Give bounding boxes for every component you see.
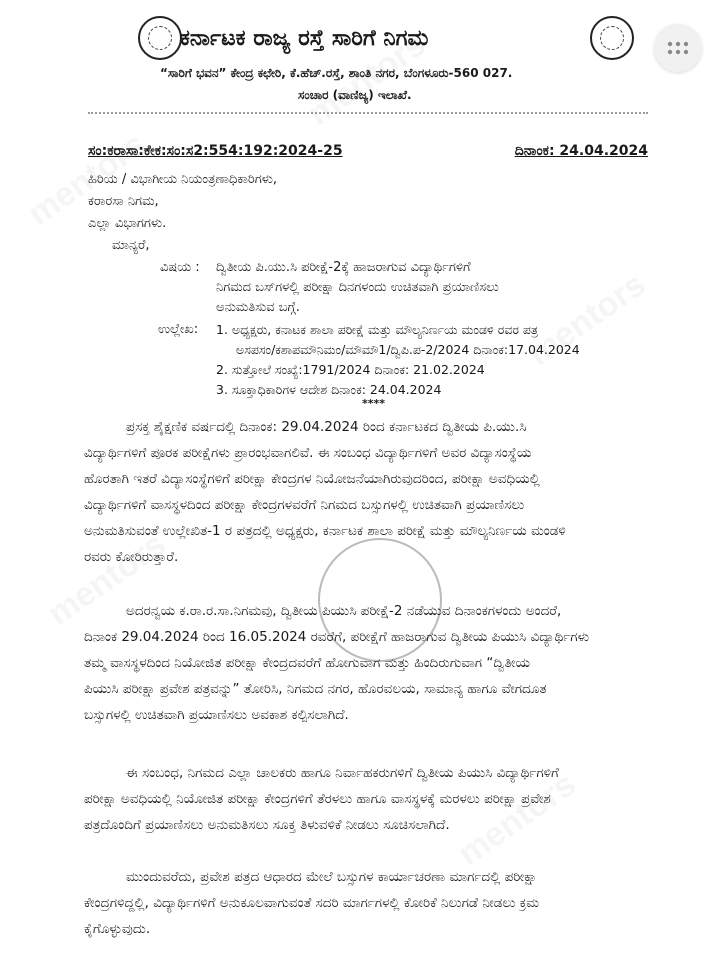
org-title: ಕರ್ನಾಟಕ ರಾಜ್ಯ ರಸ್ತೆ ಸಾರಿಗೆ ನಿಗಮ bbox=[180, 26, 429, 51]
reference-number: ಸಂ:ಕರಾಸಾ:ಕೇಕ:ಸಂ:ಸ2:554:192:2024-25 bbox=[88, 143, 343, 159]
reference-item: 3. ಸೂಕ್ತಾಧಿಕಾರಿಗಳ ಆದೇಶ ದಿನಾಂಕ: 24.04.2024 bbox=[216, 382, 442, 397]
body-paragraph: ಈ ಸಂಬಂಧ, ನಿಗಮದ ಎಲ್ಲಾ ಚಾಲಕರು ಹಾಗೂ ನಿರ್ವಾಹಕರುಗಳಿಗೆ ದ್ವಿತೀಯ ಪಿಯುಸಿ ವಿದ್ಯಾರ್ಥಿಗಳಿಗೆ ಪರೀಕ್ಷಾ ಅವಧಿಯಲ್ಲಿ ನಿಯೋಜಿತ ಪರೀಕ್ಷಾ ಕೇಂದ್ರಗಳಿಗೆ ತೆರಳಲು ಹಾಗೂ ವಾಸಸ್ಥಳಕ್ಕೆ ಮರಳಲು ಪರೀಕ್ಷಾ ಪ್ರವೇಶ ಪತ್ರದೊಂದಿಗೆ ಪ್ರಯಾಣಿಸಲು ಅನುಮತಿಸಲು ಸೂಕ್ತ ತಿಳುವಳಿಕೆ ನೀಡಲು ಸೂಚಿಸಲಾಗಿದೆ. bbox=[84, 765, 559, 833]
reference-item: ಅಸಪಸಂ/ಕಶಾಪಮೌನಿಮಂ/ಮೌಮೌ1/ದ್ವಿಪಿ.ಪ-2/2024 ದಿನಾಂಕ:17.04.2024 bbox=[236, 342, 580, 357]
header-divider bbox=[88, 112, 648, 114]
subject-label: ವಿಷಯ : bbox=[160, 260, 200, 275]
department: ಸಂಚಾರ (ವಾಣಿಜ್ಯ) ಇಲಾಖೆ. bbox=[298, 88, 412, 102]
body-paragraph: ಪ್ರಸಕ್ತ ಶೈಕ್ಷಣಿಕ ವರ್ಷದಲ್ಲಿ ದಿನಾಂಕ: 29.04.2024 ರಿಂದ ಕರ್ನಾಟಕದ ದ್ವಿತೀಯ ಪಿ.ಯು.ಸಿ ವಿದ್ಯಾರ್ಥಿಗಳಿಗೆ ಪೂರಕ ಪರೀಕ್ಷೆಗಳು ಪ್ರಾರಂಭವಾಗಲಿವೆ. ಈ ಸಂಬಂಧ ವಿದ್ಯಾರ್ಥಿಗಳಿಗೆ ಅವರ ವಿದ್ಯಾಸಂಸ್ಥೆಯ ಹೊರತಾಗಿ ಇತರೆ ವಿದ್ಯಾಸಂಸ್ಥೆಗಳಿಗೆ ಪರೀಕ್ಷಾ ಕೇಂದ್ರಗಳ ನಿಯೋಜನೆಯಾಗಿರುವುದರಿಂದ, ಪರೀಕ್ಷಾ ಅವಧಿಯಲ್ಲಿ ವಿದ್ಯಾರ್ಥಿಗಳಿಗೆ ವಾಸಸ್ಥಳದಿಂದ ಪರೀಕ್ಷಾ ಕೇಂದ್ರಗಳವರೆಗೆ ನಿಗಮದ ಬಸ್ಸುಗಳಲ್ಲಿ ಉಚಿತವಾಗಿ ಪ್ರಯಾಣಿಸಲು ಅನುಮತಿಸುವಂತೆ ಉಲ್ಲೇಖಿತ-1 ರ ಪತ್ರದಲ್ಲಿ ಅಧ್ಯಕ್ಷರು, ಕರ್ನಾಟಕ ಶಾಲಾ ಪರೀಕ್ಷೆ ಮತ್ತು ಮೌಲ್ಯನಿರ್ಣಯ ಮಂಡಳಿ ರವರು ಕೋರಿರುತ್ತಾರೆ. bbox=[84, 419, 566, 565]
addressee-line: ಹಿರಿಯ / ವಿಭಾಗೀಯ ನಿಯಂತ್ರಣಾಧಿಕಾರಿಗಳು, bbox=[88, 172, 278, 187]
emblem-logo bbox=[590, 16, 634, 60]
reference-item: 1. ಅಧ್ಯಕ್ಷರು, ಕನಾಟಕ ಶಾಲಾ ಪರೀಕ್ಷೆ ಮತ್ತು ಮೌಲ್ಯನಿರ್ಣಯ ಮಂಡಳಿ ರವರ ಪತ್ರ bbox=[216, 322, 539, 337]
section-separator: **** bbox=[362, 397, 386, 410]
reference-item: 2. ಸುತ್ತೋಲೆ ಸಂಖ್ಯೆ:1791/2024 ದಿನಾಂಕ: 21.02.2024 bbox=[216, 362, 485, 377]
more-options-button[interactable] bbox=[654, 24, 702, 72]
addressee-line: ಎಲ್ಲಾ ವಿಭಾಗಗಳು. bbox=[88, 216, 167, 231]
salutation: ಮಾನ್ಯರೆ, bbox=[112, 238, 150, 253]
more-dots-icon bbox=[667, 41, 689, 55]
references-label: ಉಲ್ಲೇಖ: bbox=[158, 322, 199, 337]
subject-line: ದ್ವಿತೀಯ ಪಿ.ಯು.ಸಿ ಪರೀಕ್ಷೆ-2ಕ್ಕೆ ಹಾಜರಾಗುವ ವಿದ್ಯಾರ್ಥಿಗಳಿಗೆ bbox=[216, 260, 471, 275]
body-paragraph: ಅದರನ್ವಯ ಕ.ರಾ.ರ.ಸಾ.ನಿಗಮವು, ದ್ವಿತೀಯ ಪಿಯುಸಿ ಪರೀಕ್ಷೆ-2 ನಡೆಯುವ ದಿನಾಂಕಗಳಂದು ಅಂದರೆ, ದಿನಾಂಕ 29.04.2024 ರಿಂದ 16.05.2024 ರವರೆಗೆ, ಪರೀಕ್ಷೆಗೆ ಹಾಜರಾಗುವ ದ್ವಿತೀಯ ಪಿಯುಸಿ ವಿದ್ಯಾರ್ಥಿಗಳು ತಮ್ಮ ವಾಸಸ್ಥಳದಿಂದ ನಿಯೋಜಿತ ಪರೀಕ್ಷಾ ಕೇಂದ್ರದವರೆಗೆ ಹೋಗುವಾಗ ಮತ್ತು ಹಿಂದಿರುಗುವಾಗ “ದ್ವಿತೀಯ ಪಿಯುಸಿ ಪರೀಕ್ಷಾ ಪ್ರವೇಶ ಪತ್ರವನ್ನು” ತೋರಿಸಿ, ನಿಗಮದ ನಗರ, ಹೊರವಲಯ, ಸಾಮಾನ್ಯ ಹಾಗೂ ವೇಗದೂತ ಬಸ್ಸುಗಳಲ್ಲಿ ಉಚಿತವಾಗಿ ಪ್ರಯಾಣಿಸಲು ಅವಕಾಶ ಕಲ್ಪಿಸಲಾಗಿದೆ. bbox=[84, 603, 590, 723]
body-paragraph: ಮುಂದುವರೆದು, ಪ್ರವೇಶ ಪತ್ರದ ಆಧಾರದ ಮೇಲೆ ಬಸ್ಸುಗಳ ಕಾರ್ಯಾಚರಣಾ ಮಾರ್ಗದಲ್ಲಿ ಪರೀಕ್ಷಾ ಕೇಂದ್ರಗಳಿದ್ದಲ್ಲಿ, ವಿದ್ಯಾರ್ಥಿಗಳಿಗೆ ಅನುಕೂಲವಾಗುವಂತೆ ಸದರಿ ಮಾರ್ಗಗಳಲ್ಲಿ ಕೋರಿಕೆ ನಿಲುಗಡೆ ನೀಡಲು ಕ್ರಮ ಕೈಗೊಳ್ಳುವುದು. bbox=[84, 869, 540, 937]
subject-line: ನಿಗಮದ ಬಸ್‌ಗಳಲ್ಲಿ ಪರೀಕ್ಷಾ ದಿನಗಳಂದು ಉಚಿತವಾಗಿ ಪ್ರಯಾಣಿಸಲು bbox=[216, 280, 499, 295]
subject-line: ಅನುಮತಿಸುವ ಬಗ್ಗೆ. bbox=[216, 300, 300, 315]
org-address: “ಸಾರಿಗೆ ಭವನ” ಕೇಂದ್ರ ಕಛೇರಿ, ಕೆ.ಹೆಚ್.ರಸ್ತೆ, ಶಾಂತಿ ನಗರ, ಬೆಂಗಳೂರು-560 027. bbox=[160, 66, 513, 80]
reference-row bbox=[88, 143, 648, 161]
ksrtc-logo bbox=[138, 16, 182, 60]
addressee-line: ಕರಾರಸಾ ನಿಗಮ, bbox=[88, 194, 159, 209]
reference-date: ದಿನಾಂಕ: 24.04.2024 bbox=[514, 143, 648, 159]
